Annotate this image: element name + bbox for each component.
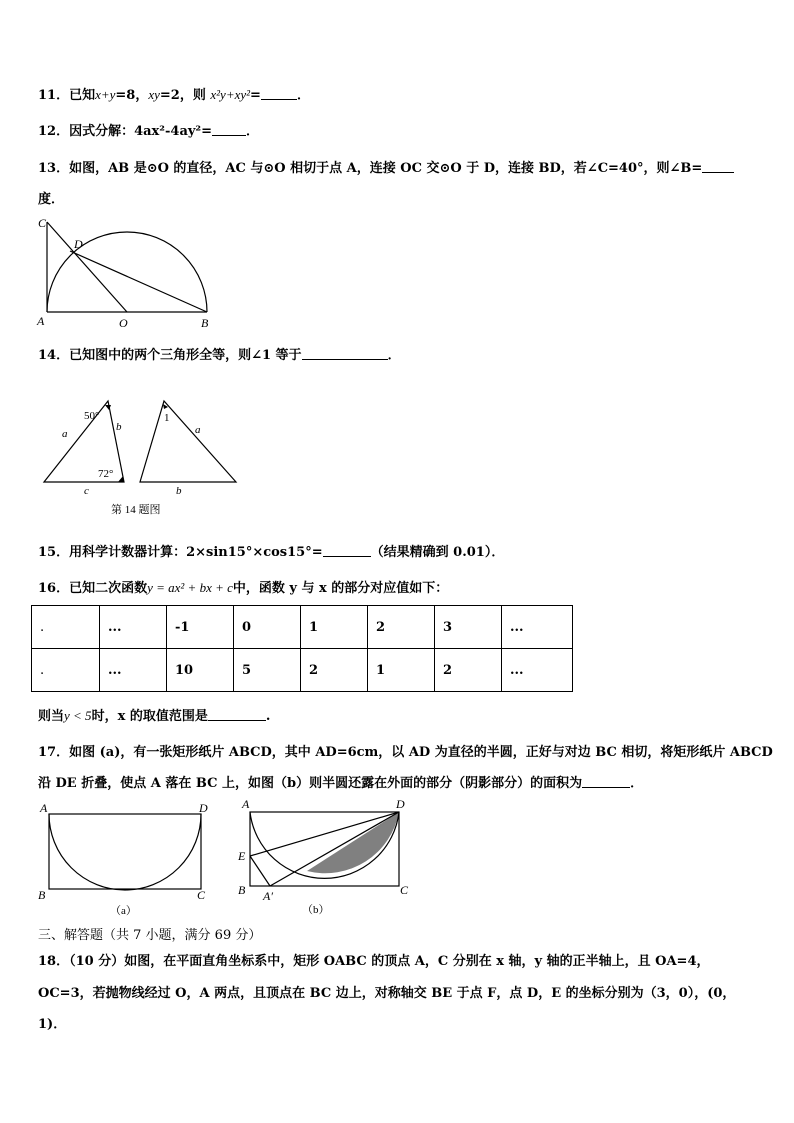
q11-text-2: =2，则 bbox=[159, 88, 211, 103]
q12-answer-blank bbox=[212, 123, 246, 136]
question-17-line-1: 17．如图 (a)，有一张矩形纸片 ABCD，其中 AD=6cm，以 AD 为直径的半圆，正好与对边 BC 相切，将矩形纸片 ABCD bbox=[38, 745, 773, 760]
question-13-line-1 bbox=[38, 157, 734, 176]
fig17a-label-c: C bbox=[197, 888, 206, 902]
fig17a-label-b: B bbox=[38, 888, 46, 902]
q11-answer-blank bbox=[261, 87, 297, 100]
q12-end: ． bbox=[246, 124, 260, 139]
q17-text: 沿 DE 折叠，使点 A 落在 BC 上，如图（b）则半圆还露在外面的部分（阴影部分）的面积为 bbox=[38, 776, 583, 791]
figure-17a bbox=[36, 798, 216, 920]
fig14-side-a-left: a bbox=[62, 428, 68, 440]
question-18-line-2: OC=3，若抛物线经过 O，A 两点，且顶点在 BC 边上，对称轴交 BE 于点 F，点 D，E 的坐标分别为（3，0），(0， bbox=[38, 986, 736, 1001]
fig13-label-c: C bbox=[38, 216, 47, 230]
question-12 bbox=[38, 120, 259, 139]
q16-after-math: y < 5 bbox=[64, 708, 92, 723]
q11-text-1: =8， bbox=[115, 88, 149, 103]
table-cell: ... bbox=[100, 649, 167, 692]
q16-formula: y = ax² + bx + c bbox=[147, 580, 233, 595]
fig14-angle-72: 72° bbox=[98, 468, 114, 480]
question-18-line-3: 1)． bbox=[38, 1017, 67, 1032]
fig17b-caption: （b） bbox=[302, 904, 330, 916]
question-16-followup bbox=[38, 705, 270, 724]
q14-text: 14．已知图中的两个三角形全等，则∠1 等于 bbox=[38, 348, 302, 363]
fig17b-label-c: C bbox=[400, 883, 409, 897]
question-14 bbox=[38, 344, 401, 363]
q16-suffix: 中，函数 y 与 x 的部分对应值如下： bbox=[232, 581, 449, 596]
table-cell: . bbox=[32, 606, 100, 649]
figure-13 bbox=[34, 212, 219, 332]
q15-end: （结果精确到 0.01）． bbox=[370, 545, 505, 560]
table-cell: -1 bbox=[167, 606, 234, 649]
fig14-side-b-right: b bbox=[176, 485, 182, 497]
q15-answer-blank bbox=[323, 544, 371, 557]
fig14-side-b-left: b bbox=[116, 421, 122, 433]
q11-text-3: = bbox=[250, 88, 261, 103]
table-cell: . bbox=[32, 649, 100, 692]
fig17b-label-d: D bbox=[396, 797, 405, 811]
q15-text: 15．用科学计数器计算：2×sin15°×cos15°= bbox=[38, 545, 323, 560]
q13-text: 13．如图，AB 是⊙O 的直径，AC 与⊙O 相切于点 A，连接 OC 交⊙O 于 D，连接 BD，若∠C=40°，则∠B= bbox=[38, 161, 703, 176]
q14-end: ． bbox=[387, 348, 401, 363]
q11-math-3: x²y+xy² bbox=[210, 87, 251, 102]
fig14-angle-1: 1 bbox=[164, 412, 170, 424]
table-row bbox=[32, 649, 573, 692]
q17-end: ． bbox=[630, 776, 644, 791]
question-18-line-1: 18．（10 分）如图，在平面直角坐标系中，矩形 OABC 的顶点 A，C 分别在 x 轴，y 轴的正半轴上，且 OA=4， bbox=[38, 954, 710, 969]
q11-math-2: xy bbox=[148, 87, 160, 102]
table-cell: 5 bbox=[234, 649, 301, 692]
q16-after-end: . bbox=[265, 709, 271, 724]
q11-prefix: 11．已知 bbox=[38, 88, 96, 103]
q16-after-prefix: 则当 bbox=[38, 709, 65, 724]
fig17a-label-a: A bbox=[40, 801, 48, 815]
fig17b-label-e: E bbox=[238, 849, 246, 863]
value-table bbox=[31, 605, 573, 692]
q16-after-suffix: 时，x 的取值范围是 bbox=[91, 709, 208, 724]
fig13-label-b: B bbox=[201, 316, 209, 330]
fig14-side-c: c bbox=[84, 485, 89, 497]
fig13-label-o: O bbox=[119, 316, 128, 330]
figure-17b bbox=[234, 796, 418, 920]
table-cell: 2 bbox=[368, 606, 435, 649]
q11-end: ． bbox=[296, 88, 310, 103]
fig14-side-a-right: a bbox=[195, 424, 201, 436]
table-cell: 3 bbox=[435, 606, 502, 649]
table-cell: ... bbox=[502, 649, 573, 692]
table-cell: ... bbox=[100, 606, 167, 649]
table-cell: 0 bbox=[234, 606, 301, 649]
question-16 bbox=[38, 577, 448, 596]
table-cell: 1 bbox=[368, 649, 435, 692]
q13-answer-blank bbox=[702, 160, 734, 173]
table-cell: 10 bbox=[167, 649, 234, 692]
fig17b-label-a-prime: A′ bbox=[263, 889, 273, 903]
table-row bbox=[32, 606, 573, 649]
q14-answer-blank bbox=[302, 347, 388, 360]
fig17a-label-d: D bbox=[199, 801, 208, 815]
question-15 bbox=[38, 541, 504, 560]
q16-answer-blank bbox=[208, 708, 266, 721]
fig13-label-d: D bbox=[74, 237, 83, 251]
fig17b-label-b: B bbox=[238, 883, 246, 897]
q16-prefix: 16．已知二次函数 bbox=[38, 581, 148, 596]
table-cell: 1 bbox=[301, 606, 368, 649]
q12-text: 12．因式分解：4ax²-4ay²= bbox=[38, 124, 213, 139]
q11-math-1: x+y bbox=[95, 87, 116, 102]
question-13-line-2: 度． bbox=[38, 192, 65, 207]
fig17b-label-a: A bbox=[242, 797, 250, 811]
q17-answer-blank bbox=[582, 775, 630, 788]
fig13-label-a: A bbox=[37, 314, 45, 328]
section-heading: 三、解答题（共 7 小题，满分 69 分） bbox=[38, 928, 262, 943]
table-cell: 2 bbox=[435, 649, 502, 692]
table-cell: ... bbox=[502, 606, 573, 649]
fig17a-caption: （a） bbox=[110, 905, 137, 917]
table-cell: 2 bbox=[301, 649, 368, 692]
question-11 bbox=[38, 84, 310, 103]
fig14-angle-50: 50° bbox=[84, 410, 100, 422]
fig14-caption: 第 14 题图 bbox=[111, 504, 161, 516]
question-17-line-2 bbox=[38, 772, 643, 791]
figure-14 bbox=[38, 395, 248, 520]
